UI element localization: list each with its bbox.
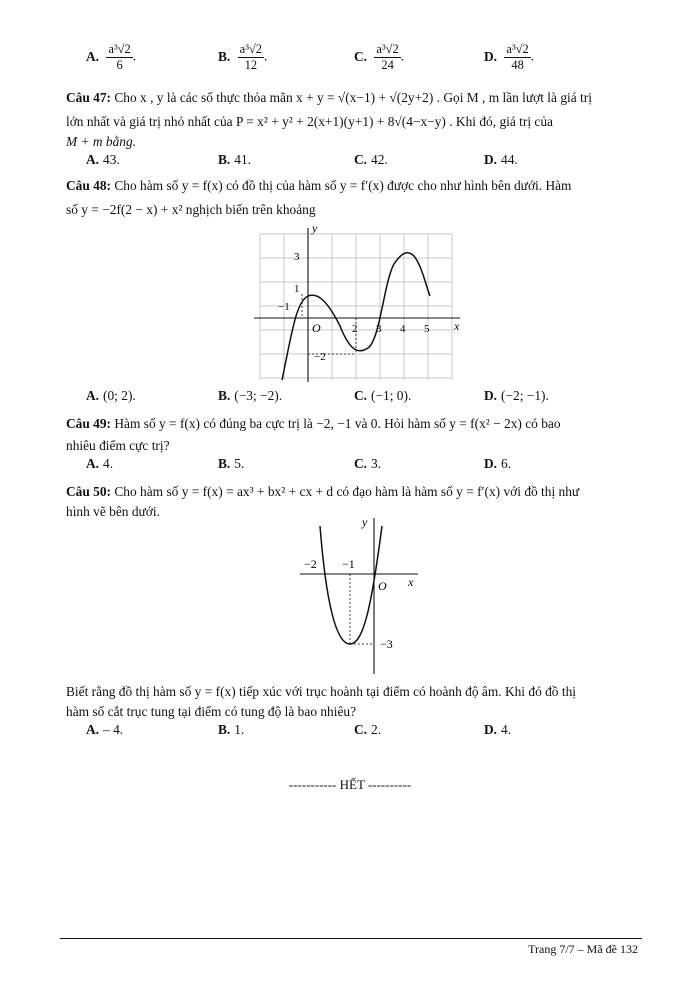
- q46-option-b[interactable]: B. $\frac{\text{a³√2}}{12}$ .: [218, 42, 268, 72]
- q50-option-c[interactable]: C. 2.: [354, 722, 382, 737]
- question-50-line4: hàm số cắt trục tung tại điểm có tung độ là bao nhiêu?: [66, 704, 357, 719]
- q48-option-a[interactable]: A. (0; 2).: [86, 388, 136, 403]
- q46-option-a[interactable]: A. $\frac{\text{a³√2}}{6}$ .: [86, 42, 137, 72]
- axes: [300, 518, 418, 674]
- q48-options: [86, 386, 646, 406]
- q47-option-c[interactable]: C. 42.: [354, 152, 388, 167]
- end-marker: ----------- HẾT ----------: [288, 777, 412, 792]
- tick-x-2: 2: [352, 323, 358, 335]
- fraction: $\frac{\text{a³√2}}{24}$: [376, 42, 399, 72]
- q46-options: [86, 42, 646, 72]
- label-minus-3: −3: [380, 637, 393, 651]
- question-49: Câu 49: Hàm số y = f(x) có đúng ba cực trị là −2, −1 và 0. Hỏi hàm số y = f(x² − 2x) có bao: [66, 416, 561, 431]
- q49-option-c[interactable]: C. 3.: [354, 456, 382, 471]
- q47-option-b[interactable]: B. 41.: [218, 152, 252, 167]
- fraction: $\frac{\text{a³√2}}{12}$: [239, 42, 263, 72]
- tick-y-minus-2: −2: [314, 351, 326, 363]
- q50-option-a[interactable]: A. – 4.: [86, 722, 124, 737]
- label-minus-1: −1: [342, 557, 355, 571]
- parabola: [320, 526, 382, 644]
- tick-y-3: 3: [294, 251, 300, 263]
- guides: [350, 574, 374, 644]
- question-50: Câu 50: Cho hàm số y = f(x) = ax³ + bx² + cx + d có đạo hàm là hàm số y = f′(x) với đồ thị như: [66, 484, 580, 499]
- tick-y-1: 1: [294, 283, 300, 295]
- x-axis-label: x: [454, 319, 460, 333]
- q47-options: [86, 150, 646, 170]
- fraction: $\frac{\text{a³√2}}{48}$: [506, 42, 529, 72]
- fraction: $\frac{\text{a³√2}}{6}$: [108, 42, 131, 72]
- y-axis-label: y: [362, 515, 368, 529]
- q48-option-c[interactable]: C. (−1; 0).: [354, 388, 412, 403]
- label-minus-2: −2: [304, 557, 317, 571]
- q49-options: [86, 454, 646, 474]
- y-axis-label: y: [312, 222, 318, 235]
- q46-option-c[interactable]: C. $\frac{\text{a³√2}}{24}$ .: [354, 42, 405, 72]
- origin-label: O: [378, 579, 387, 593]
- q49-option-b[interactable]: B. 5.: [218, 456, 245, 471]
- q49-option-d[interactable]: D. 6.: [484, 456, 512, 471]
- tick-y-minus-1: −1: [278, 301, 290, 313]
- q46-option-d[interactable]: D. $\frac{\text{a³√2}}{48}$ .: [484, 42, 535, 72]
- question-49-line2: nhiêu điểm cực trị?: [66, 438, 170, 453]
- question-50-line3: Biết rằng đồ thị hàm số y = f(x) tiếp xúc với trục hoành tại điểm có hoành độ âm. Khi đó đồ thị: [66, 684, 576, 699]
- origin-label: O: [312, 321, 321, 335]
- question-48-line2: số y = −2f(2 − x) + x² nghịch biến trên khoảng: [66, 202, 316, 217]
- guides: [302, 294, 356, 354]
- q48-option-d[interactable]: D. (−2; −1).: [484, 388, 549, 403]
- derivative-graph-q48: [250, 222, 470, 384]
- question-47-line3: M + m bằng.: [66, 134, 137, 149]
- q50-option-b[interactable]: B. 1.: [218, 722, 245, 737]
- footer-rule: [60, 938, 642, 939]
- tick-x-3: 3: [376, 323, 382, 335]
- q48-option-b[interactable]: B. (−3; −2).: [218, 388, 283, 403]
- q50-options: [86, 720, 646, 740]
- question-47-line2: lớn nhất và giá trị nhỏ nhất của P = x² + y² + 2(x+1)(y+1) + 8√(4−x−y) . Khi đó, giá trị của: [66, 114, 553, 129]
- q49-option-a[interactable]: A. 4.: [86, 456, 114, 471]
- tick-x-5: 5: [424, 323, 430, 335]
- q47-option-d[interactable]: D. 44.: [484, 152, 518, 167]
- question-50-line2: hình vẽ bên dưới.: [66, 504, 160, 519]
- page-footer: Trang 7/7 – Mã đề 132: [528, 942, 638, 956]
- question-48: Câu 48: Cho hàm số y = f(x) có đồ thị của hàm số y = f′(x) được cho như hình bên dưới. Hàm: [66, 178, 572, 193]
- q47-option-a[interactable]: A. 43.: [86, 152, 120, 167]
- x-axis-label: x: [408, 575, 414, 589]
- derivative-graph-q50: [296, 512, 426, 677]
- question-47: Câu 47: Cho x , y là các số thực thỏa mãn x + y = √(x−1) + √(2y+2) . Gọi M , m lần lượt là giá trị: [66, 90, 592, 105]
- q50-option-d[interactable]: D. 4.: [484, 722, 512, 737]
- tick-x-4: 4: [400, 323, 406, 335]
